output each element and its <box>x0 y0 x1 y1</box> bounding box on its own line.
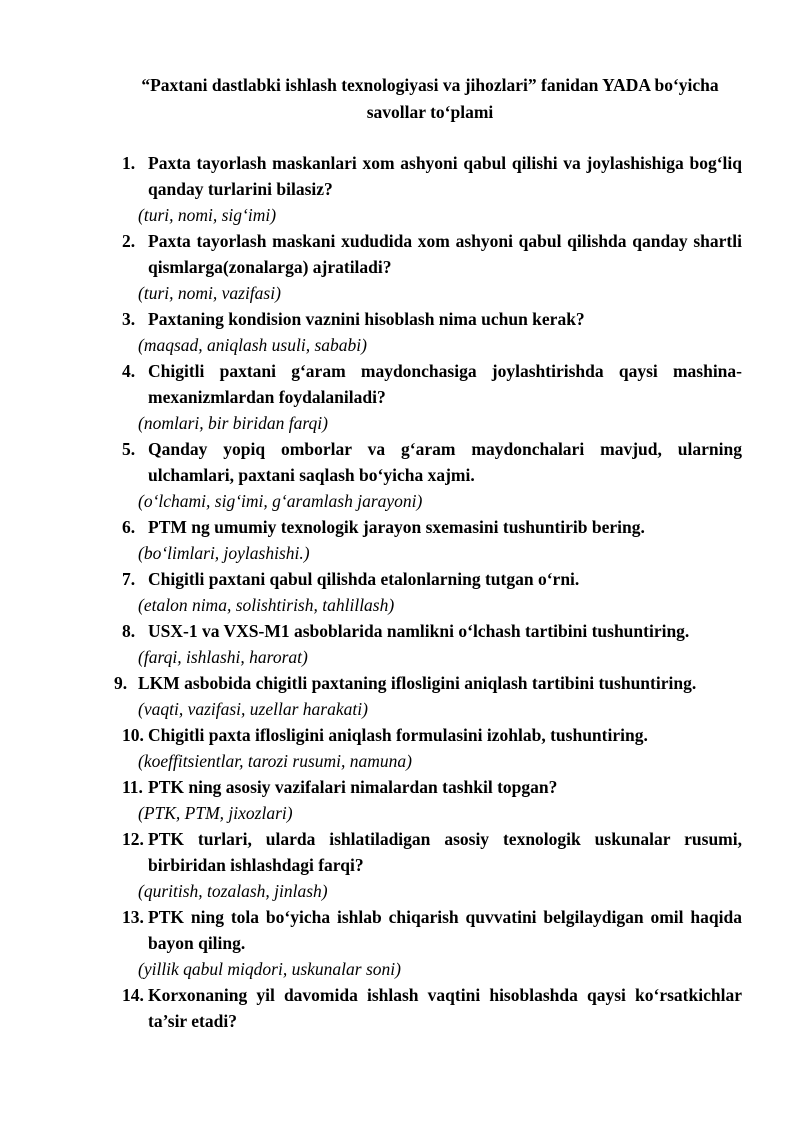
question-text: Korxonaning yil davomida ishlash vaqtini hisoblashda qaysi ko‘rsatkichlar ta’sir etadi? <box>148 985 742 1031</box>
question-item <box>0 618 800 670</box>
question-item <box>0 436 800 514</box>
question-text: PTK turlari, ularda ishlatiladigan asosiy texnologik uskunalar rusumi, birbiridan ishlashdagi farqi? <box>148 829 742 875</box>
question-hint: (koeffitsientlar, tarozi rusumi, namuna) <box>138 751 413 771</box>
question-number: 13. <box>122 907 144 927</box>
question-hint: (maqsad, aniqlash usuli, sababi) <box>138 335 367 355</box>
question-text: PTK ning tola bo‘yicha ishlab chiqarish quvvatini belgilaydigan omil haqida bayon qiling. <box>148 907 742 953</box>
question-item <box>0 566 800 618</box>
question-text: USX-1 va VXS-M1 asboblarida namlikni o‘lchash tartibini tushuntiring. <box>148 621 690 641</box>
question-number: 3. <box>122 309 136 329</box>
question-hint: (turi, nomi, vazifasi) <box>138 283 281 303</box>
question-number: 14. <box>122 985 144 1005</box>
question-text: Chigitli paxtani qabul qilishda etalonlarning tutgan o‘rni. <box>148 569 580 589</box>
question-item <box>0 826 800 904</box>
question-number: 12. <box>122 829 144 849</box>
question-hint: (quritish, tozalash, jinlash) <box>138 881 328 901</box>
question-item <box>0 670 800 722</box>
question-hint: (farqi, ishlashi, harorat) <box>138 647 308 667</box>
title-line: savollar to‘plami <box>366 102 494 122</box>
question-text: Paxta tayorlash maskanlari xom ashyoni qabul qilishi va joylashishiga bog‘liq qanday turlarini bilasiz? <box>148 153 742 199</box>
question-text: Paxta tayorlash maskani xududida xom ashyoni qabul qilishda qanday shartli qismlarga(zonalarga) ajratiladi? <box>148 231 742 277</box>
question-item <box>0 150 800 228</box>
question-hint: (nomlari, bir biridan farqi) <box>138 413 328 433</box>
question-text: Paxtaning kondision vaznini hisoblash nima uchun kerak? <box>148 309 585 329</box>
question-hint: (vaqti, vazifasi, uzellar harakati) <box>138 699 368 719</box>
question-number: 7. <box>122 569 136 589</box>
question-text: PTM ng umumiy texnologik jarayon sxemasini tushuntirib bering. <box>148 517 645 537</box>
question-text: Chigitli paxta iflosligini aniqlash formulasini izohlab, tushuntiring. <box>148 725 648 745</box>
question-text: Qanday yopiq omborlar va g‘aram maydonchalari mavjud, ularning ulchamlari, paxtani saqlash bo‘yicha xajmi. <box>148 439 742 485</box>
question-hint: (etalon nima, solishtirish, tahlillash) <box>138 595 395 615</box>
question-item <box>0 774 800 826</box>
question-item <box>0 904 800 982</box>
question-number: 1. <box>122 153 136 173</box>
question-text: PTK ning asosiy vazifalari nimalardan tashkil topgan? <box>148 777 558 797</box>
question-number: 2. <box>122 231 136 251</box>
question-number: 8. <box>122 621 136 641</box>
question-number: 6. <box>122 517 136 537</box>
question-item <box>0 982 800 1034</box>
question-text: Chigitli paxtani g‘aram maydonchasiga joylashtirishda qaysi mashina-mexanizmlardan foydalaniladi? <box>148 361 742 407</box>
question-text: LKM asbobida chigitli paxtaning iflosligini aniqlash tartibini tushuntiring. <box>138 673 697 693</box>
question-number: 4. <box>122 361 136 381</box>
question-item <box>0 514 800 566</box>
question-item <box>0 228 800 306</box>
question-number: 10. <box>122 725 144 745</box>
title-line: “Paxtani dastlabki ishlash texnologiyasi va jihozlari” fanidan YADA bo‘yicha <box>141 75 719 95</box>
question-list <box>0 150 800 1034</box>
question-item <box>0 306 800 358</box>
document-title <box>110 72 750 126</box>
question-hint: (turi, nomi, sig‘imi) <box>138 205 277 225</box>
question-hint: (PTK, PTM, jixozlari) <box>138 803 293 823</box>
question-item <box>0 722 800 774</box>
question-number: 5. <box>122 439 136 459</box>
question-item <box>0 358 800 436</box>
question-hint: (bo‘limlari, joylashishi.) <box>138 543 310 563</box>
question-hint: (yillik qabul miqdori, uskunalar soni) <box>138 959 401 979</box>
question-number: 11. <box>122 777 143 797</box>
question-hint: (o‘lchami, sig‘imi, g‘aramlash jarayoni) <box>138 491 423 511</box>
question-number: 9. <box>114 673 128 693</box>
